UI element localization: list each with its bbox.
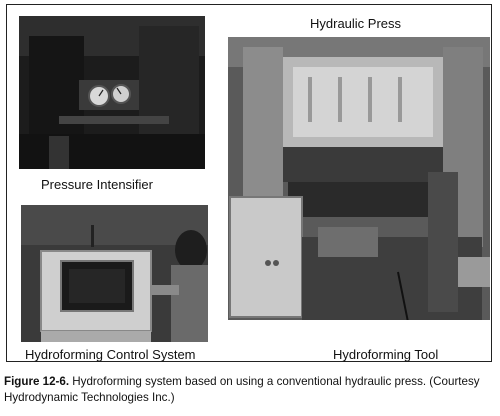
- figure-number: Figure 12-6.: [4, 375, 70, 388]
- control-system-label: Hydroforming Control System: [25, 347, 196, 362]
- caption-text: Hydroforming system based on using a conventional hydraulic press. (Courtesy Hydrodynamic Technologies Inc.): [4, 375, 480, 404]
- control-system-photo: [21, 205, 208, 342]
- figure-frame: [6, 4, 492, 362]
- pressure-intensifier-photo: [19, 16, 205, 169]
- hydraulic-press-photo: [228, 37, 490, 320]
- hydraulic-press-label: Hydraulic Press: [310, 16, 402, 31]
- pressure-intensifier-label: Pressure Intensifier: [41, 177, 153, 192]
- figure-caption: [4, 374, 498, 406]
- hydroforming-tool-label: Hydroforming Tool: [333, 347, 439, 362]
